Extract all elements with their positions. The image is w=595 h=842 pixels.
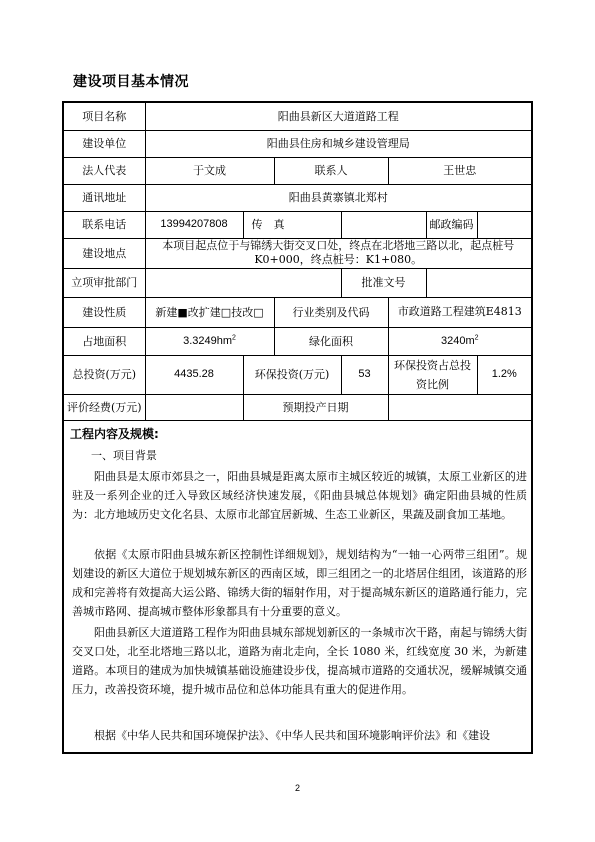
table-row [64,355,531,394]
phone-label: 联系电话 [64,211,145,238]
nature-label: 建设性质 [64,297,145,327]
address-value: 阳曲县黄寨镇北郑村 [145,184,531,211]
green-number: 3240m [440,334,475,347]
page-number: 2 [294,783,300,793]
content-heading: 工程内容及规模: [70,427,159,441]
area-superscript: 2 [232,333,236,341]
postcode-label: 邮政编码 [426,211,477,238]
green-superscript: 2 [474,333,479,341]
postcode-value [477,211,531,238]
table-row [64,394,531,420]
table-row [64,130,531,157]
env-ratio-label: 环保投资占总投资比例 [388,355,477,394]
page-title: 建设项目基本情况 [73,74,189,90]
table-row [64,268,531,297]
location-label: 建设地点 [64,238,145,268]
builder-label: 建设单位 [64,130,145,157]
invest-value: 4435.28 [145,355,243,394]
start-date-label: 预期投产日期 [243,394,388,420]
approval-dept-label: 立项审批部门 [64,268,145,297]
start-date-value [388,394,531,420]
background-paragraph-1: 阳曲县是太原市郊县之一，阳曲县城是距离太原市主城区较近的城镇，太原工业新区的进驻及一系列企业的迁入导致区域经济快速发展，《阳曲县城总体规划》确定阳曲县城的性质为：北方地域历史文化名县、太原市北部宜居新城、生态工业新区，果蔬及副食加工基地。 [72,470,527,521]
background-paragraph-3: 阳曲县新区大道道路工程作为阳曲县城东部规划新区的一条城市次干路，南起与锦绣大街交叉口处，北至北塔地三路以北，道路为南北走向，全长 1080 米，红线宽度 30 米，为新建道路。本项目的建成为加快城镇基础设施建设步伐，提高城市道路的交通状况，缓解城镇交通压力，改善投资环境，提升城市品位和总体功能具有重大的促进作用。 [72,626,527,696]
location-value: 本项目起点位于与锦绣大街交叉口处，终点在北塔地三路以北，起点桩号K0+000，终点桩号：K1+080。 [145,238,531,268]
table-row [64,297,531,327]
basic-info-table [64,103,531,421]
nature-value: 新建■改扩建□技改□ [145,297,274,327]
fax-label: 传 真 [243,211,341,238]
fax-value [341,211,426,238]
builder-value: 阳曲县住房和城乡建设管理局 [145,130,531,157]
background-heading: 一、项目背景 [91,449,157,462]
eval-fee-label: 评价经费(万元) [64,394,145,420]
approval-dept-value [145,268,341,297]
project-name-label: 项目名称 [64,103,145,130]
table-row [64,103,531,130]
env-ratio-value: 1.2% [477,355,531,394]
background-paragraph-4: 根据《中华人民共和国环境保护法》、《中华人民共和国环境影响评价法》和《建设 [94,729,490,742]
area-number: 3.3249hm [183,334,233,347]
contact-label: 联系人 [274,157,388,184]
legal-rep-value: 于文成 [145,157,274,184]
green-value [388,327,531,355]
green-label: 绿化面积 [274,327,388,355]
env-invest-value: 53 [341,355,388,394]
table-row [64,211,531,238]
industry-label: 行业类别及代码 [274,297,388,327]
project-info-sheet [62,101,533,754]
table-row [64,327,531,355]
legal-rep-label: 法人代表 [64,157,145,184]
eval-fee-value [145,394,243,420]
background-paragraph-2: 依据《太原市阳曲县城东新区控制性详细规划》，规划结构为“一轴一心两带三组团”。规划建设的新区大道位于规划城东新区的西南区域，即三组团之一的北塔居住组团，该道路的形成和完善将有效提高大运公路、锦绣大街的辐射作用，对于提高城东新区的道路通行能力，完善城市路网、提高城市整体形象都具有十分重要的意义。 [72,548,527,618]
industry-value: 市政道路工程建筑E4813 [388,297,531,327]
phone-value: 13994207808 [145,211,243,238]
area-value [145,327,274,355]
address-label: 通讯地址 [64,184,145,211]
table-row [64,157,531,184]
approval-no-value [426,268,531,297]
approval-no-label: 批准文号 [341,268,426,297]
table-row [64,184,531,211]
area-label: 占地面积 [64,327,145,355]
table-row [64,238,531,268]
invest-label: 总投资(万元) [64,355,145,394]
contact-value: 王世忠 [388,157,531,184]
project-name-value: 阳曲县新区大道道路工程 [145,103,531,130]
env-invest-label: 环保投资(万元) [243,355,341,394]
